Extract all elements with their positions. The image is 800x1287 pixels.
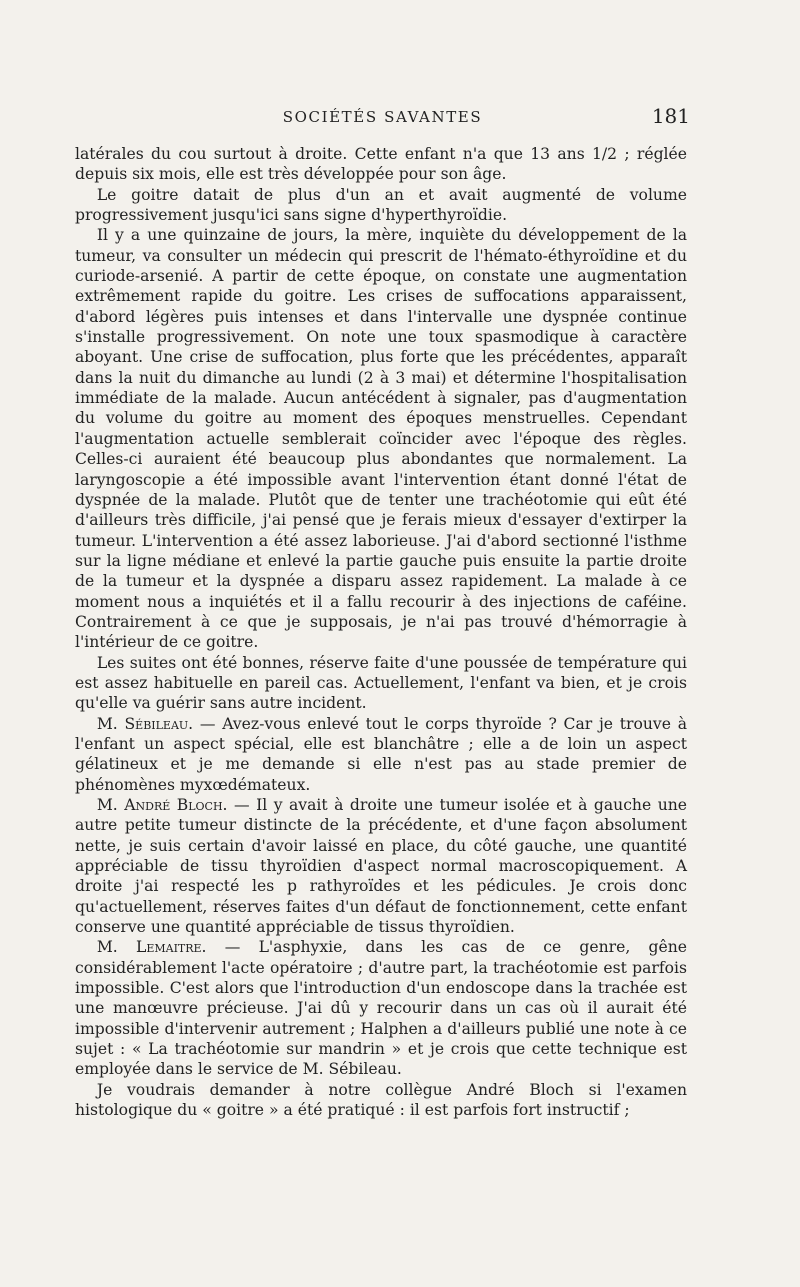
running-title: SOCIÉTÉS SAVANTES xyxy=(282,108,483,126)
paragraph xyxy=(75,795,687,937)
speaker-name: M. Lemaitre. xyxy=(96,938,207,957)
paragraph-text: — Il y avait à droite une tumeur isolée et à gauche une autre petite tumeur distincte de la précédente, et d'une façon absolument nette, je suis certain d'avoir laissé en place, du côté gauche, une quantité appréciable de tissu thyroïdien d'aspect normal macroscopiquement. A droite j'ai respecté les p rathyroïdes et les pédicules. Je crois donc qu'actuellement, réserves faites d'un défaut de fonctionnement, cette enfant conserve une quantité appréciable de tissus thyroïdien. xyxy=(75,796,688,937)
paragraph xyxy=(75,653,687,714)
paragraph xyxy=(75,185,687,226)
speaker-name: M. André Bloch. xyxy=(96,796,228,814)
paragraph-text: latérales du cou surtout à droite. Cette enfant n'a que 13 ans 1/2 ; réglée depuis six mois, elle est très développée pour son âge. xyxy=(75,145,687,184)
speaker-name: M. Sébileau. xyxy=(96,714,194,733)
body-text xyxy=(75,144,687,1121)
paragraph-text: — L'asphyxie, dans les cas de ce genre, gêne considérablement l'acte opératoire ; d'autre part, la trachéotomie est parfois impossible. C'est alors que l'introduction d'un endoscope dans la trachée est une manœuvre précieuse. J'ai dû y recourir dans un cas où il aurait été impossible d'intervenir autrement ; Halphen a d'ailleurs publié une note à ce sujet : « La trachéotomie sur mandrin » et je crois que cette technique est employée dans le service de M. Sébileau. xyxy=(75,938,687,1079)
paragraph xyxy=(75,1080,687,1121)
paragraph xyxy=(75,225,687,652)
paragraph xyxy=(75,144,687,185)
paragraph-text: Il y a une quinzaine de jours, la mère, inquiète du développement de la tumeur, va consulter un médecin qui prescrit de l'hémato-éthyroïdine et du curiode-arsenié. A partir de cette époque, on constate une augmentation extrêmement rapide du goitre. Les crises de suffocations apparaissent, d'abord légères puis intenses et dans l'intervalle une dyspnée continue s'installe progressivement. On note une toux spasmodique à caractère aboyant. Une crise de suffocation, plus forte que les précédentes, apparaît dans la nuit du dimanche au lundi (2 à 3 mai) et détermine l'hospitalisation immédiate de la malade. Aucun antécédent à signaler, pas d'augmentation du volume du goitre au moment des époques menstruelles. Cependant l'augmentation actuelle semblerait coïncider avec l'époque des règles. Celles-ci auraient été beaucoup plus abondantes que normalement. La laryngoscopie a été impossible avant l'intervention étant donné l'état de dyspnée de la malade. Plutôt que de tenter une trachéotomie qui eût été d'ailleurs très difficile, j'ai pensé que je ferais mieux d'essayer d'extirper la tumeur. L'intervention a été assez laborieuse. J'ai d'abord sectionné l'isthme sur la ligne médiane et enlevé la partie gauche puis ensuite la partie droite de la tumeur et la dyspnée a disparu assez rapidement. La malade à ce moment nous a inquiétés et il a fallu recourir à des injections de caféine. Contrairement à ce que je supposais, je n'ai pas trouvé d'hémorragie à l'intérieur de ce goitre. xyxy=(75,226,687,652)
page-number: 181 xyxy=(651,104,690,128)
paragraph-text: — Avez-vous enlevé tout le corps thyroïde ? Car je trouve à l'enfant un aspect spécial, elle est blanchâtre ; elle a de loin un aspect gélatineux et je me demande si elle n'est pas au stade premier de phénomènes myxœdémateux. xyxy=(75,714,687,794)
running-header xyxy=(75,104,690,130)
paragraph-text: Les suites ont été bonnes, réserve faite d'une poussée de température qui est assez habituelle en pareil cas. Actuellement, l'enfant va bien, et je crois qu'elle va guérir sans autre incident. xyxy=(75,653,687,713)
paragraph-text: Je voudrais demander à notre collègue André Bloch si l'examen histologique du « goitre » a été pratiqué : il est parfois fort instructif ; xyxy=(75,1080,687,1120)
paragraph-text: Le goitre datait de plus d'un an et avait augmenté de volume progressivement jusqu'ici sans signe d'hyperthyroïdie. xyxy=(75,185,687,225)
paragraph xyxy=(75,937,687,1079)
paragraph xyxy=(75,714,687,795)
